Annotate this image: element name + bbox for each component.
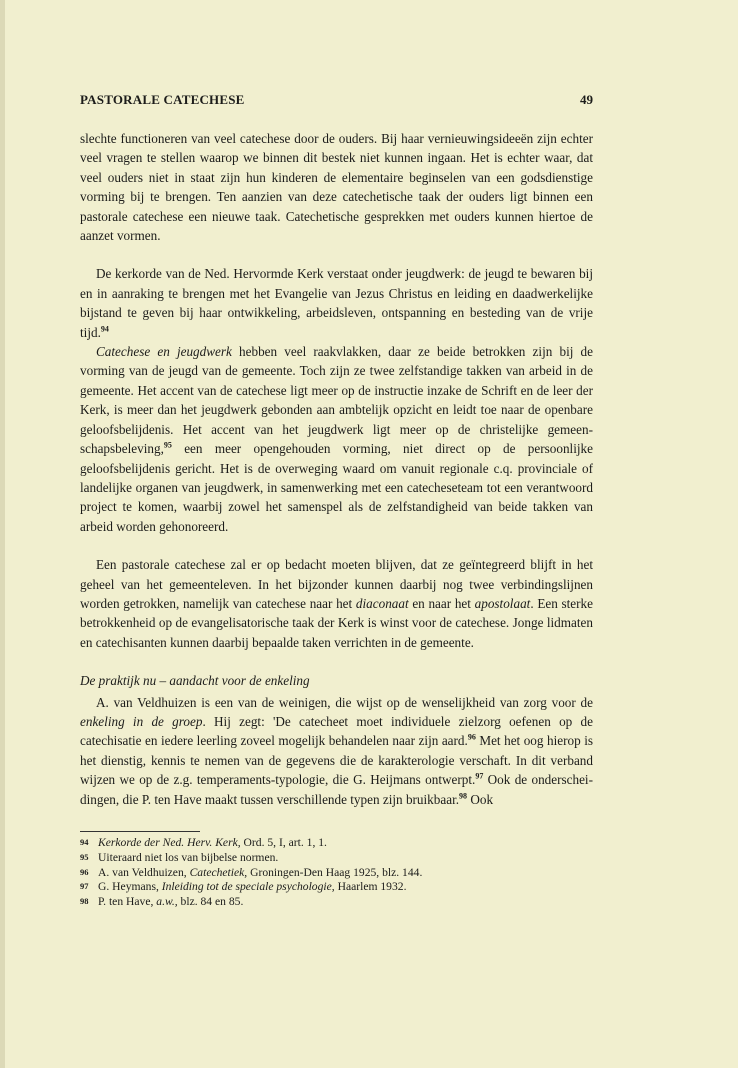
running-title: PASTORALE CATECHESE [80,92,245,107]
footnote-98: 98 P. ten Have, a.w., blz. 84 en 85. [80,895,244,909]
footnote-ref-94: 94 [100,324,109,334]
running-header [80,90,593,109]
page-number: 49 [580,92,593,107]
footnote-ref-97: 97 [475,771,484,781]
footnote-95: 95 Uiteraard niet los van bijbelse normen. [80,850,279,864]
paragraph-4: Een pastorale catechese zal er op bedacht moeten blijven, dat ze geïntegreerd blijft in het geheel van het gemeenteleven. In het bijzonder kunnen daarbij nog twee verbindingslijnen worden getrokken, namelijk van catechese naar het diaconaat en naar het apostolaat. Een sterke betrokkenheid op de evangelisatorische taak der Kerk is winst voor de catechese. Jonge lidmaten en catechisanten kunnen daarbij bepaalde taken verrichten in de gemeente. [80,557,593,650]
footnote-94: 94 Kerkorde der Ned. Herv. Kerk, Ord. 5, I, art. 1, 1. [80,836,327,849]
page-edge [0,0,5,1068]
footnotes [80,836,593,910]
footnote-ref-95: 95 [163,440,172,450]
footnote-ref-96: 96 [467,732,476,742]
paragraph-5: A. van Veldhuizen is een van de weinigen, die wijst op de wenselijkheid van zorg voor de enkeling in de groep. Hij zegt: 'De catecheet moet individuele zielzorg oefenen op de catechisatie en iedere leerling zoveel mogelijk behandelen naar zijn aard.$^{96}$ Met het oog hierop is het dienstig, kennis te nemen van de gegevens die de karakterologie verschaft. In dit verband wijzen we op de z.g. temperaments-typologie, die G. Heijmans ontwerpt.$^{97}$ Ook de onderscheidingen, die P. ten Have maakt tussen verschillende typen zijn bruikbaar.$^{98}$ Ook [80,694,594,807]
paragraph-3: Catechese en jeugdwerk hebben veel raakvlakken, daar ze beide betrokken zijn bij de vorming van de jeugd van de gemeente. Toch zijn ze twee zelfstandige takken van arbeid in de gemeente. Het accent van de catechese ligt meer op de instructie inzake de Schrift en de leer der Kerk, is meer dan het jeugdwerk gebonden aan ambtelijk opzicht en leidt toe naar de openbare geloofsbelijdenis. Het accent van het jeugdwerk ligt meer op de christelijke gemeenschapsbeleving,$^{95}$ een meer opengehouden vorming, niet direct op de persoonlijke geloofsbelijdenis gericht. Het is de overweging waard om vanuit regionale c.q. provinciale of landelijke organen van jeugdwerk, in samenwerking met een catecheseteam tot een verantwoord project te komen, waarbij zowel het samenspel als de zelfstandigheid van beide takken van arbeid worden gehonoreerd. [80,344,593,534]
footnote-97: 97 G. Heymans, Inleiding tot de speciale psychologie, Haarlem 1932. [80,880,407,894]
footnote-96: 96 A. van Veldhuizen, Catechetiek, Groningen-Den Haag 1925, blz. 144. [80,865,423,879]
paragraph-2: De kerkorde van de Ned. Hervormde Kerk verstaat onder jeugdwerk: de jeugd te bewaren bij en in aanraking te brengen met het Evangelie van Jezus Christus en leiding en daadwerkelijke bijstand te geven bij haar ontwikkeling, arbeidsleven, ontspanning en besteding van de vrije tijd.$^{94}$ [80,266,593,340]
page-body [80,129,593,809]
book-page [80,90,593,910]
footnote-ref-98: 98 [459,791,468,801]
paragraph-1: slechte functioneren van veel catechese door de ouders. Bij haar vernieuwingsideeën zijn echter veel vragen te stellen waarop we binnen dit bestek niet kunnen ingaan. Het is echter waar, dat veel ouders niet in staat zijn hun kinderen de elementaire beginselen van een godsdienstige vorming bij te brengen. Ten aanzien van deze catechetische taak der ouders ligt binnen een pastorale catechese een nieuwe taak. Catechetische gesprekken met ouders kunnen hiertoe de aanzet vormen. [80,131,593,244]
section-heading: De praktijk nu – aandacht voor de enkeling [80,673,310,689]
